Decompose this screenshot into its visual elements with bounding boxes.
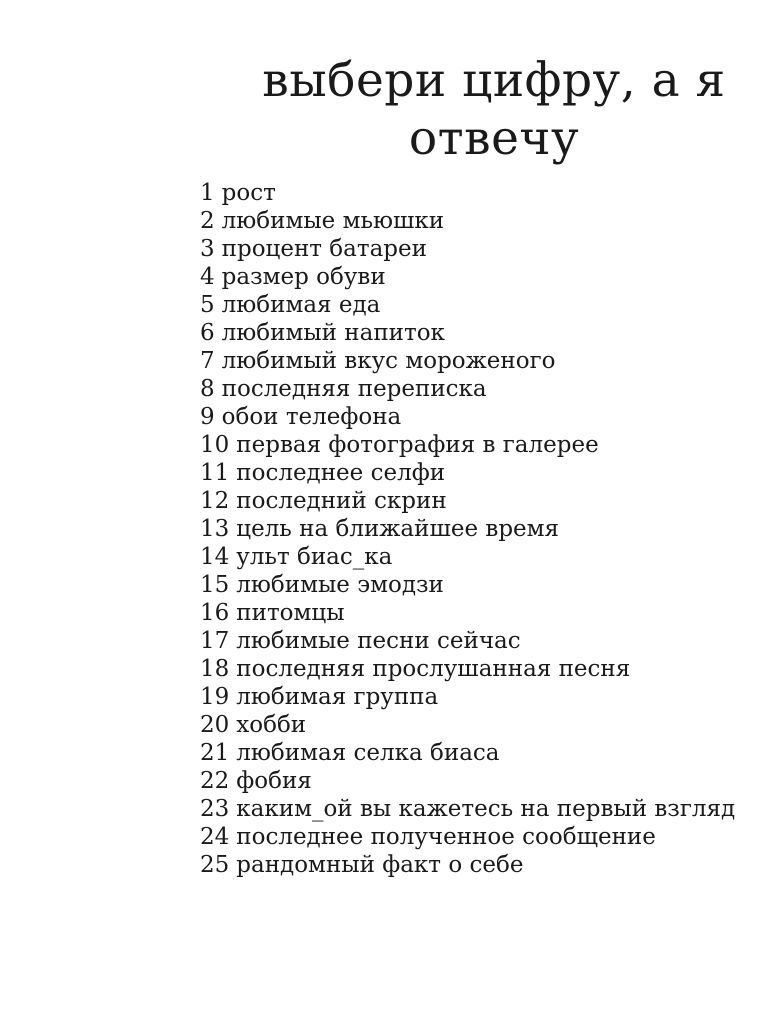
list-item-number: 22 xyxy=(200,768,230,794)
list-item-number: 9 xyxy=(200,404,215,430)
list-item xyxy=(200,319,760,347)
list-item-text: питомцы xyxy=(236,600,345,626)
list-item xyxy=(200,571,760,599)
list-item xyxy=(200,487,760,515)
list-item-number: 1 xyxy=(200,180,215,206)
list-item-number: 5 xyxy=(200,292,215,318)
list-item-text: любимые эмодзи xyxy=(236,572,444,598)
list-item-number: 19 xyxy=(200,684,230,710)
list-item xyxy=(200,851,760,879)
list-item xyxy=(200,375,760,403)
list-item-number: 25 xyxy=(200,852,230,878)
list-item-text: любимая еда xyxy=(221,292,381,318)
list-item xyxy=(200,627,760,655)
list-item-number: 11 xyxy=(200,460,230,486)
list-item-number: 15 xyxy=(200,572,230,598)
list-item xyxy=(200,179,760,207)
list-item-text: последнее полученное сообщение xyxy=(236,824,656,850)
list-item xyxy=(200,403,760,431)
list-item-text: любимые песни сейчас xyxy=(236,628,521,654)
list-item-number: 21 xyxy=(200,740,230,766)
list-item xyxy=(200,823,760,851)
list-item xyxy=(200,795,760,823)
list-item xyxy=(200,347,760,375)
list-item-number: 3 xyxy=(200,236,215,262)
list-item-text: любимый вкус мороженого xyxy=(221,348,556,374)
list-item-number: 6 xyxy=(200,320,215,346)
list-item-number: 23 xyxy=(200,796,230,822)
list-item-number: 20 xyxy=(200,712,230,738)
list-item-number: 24 xyxy=(200,824,230,850)
list-item xyxy=(200,291,760,319)
list-item-text: любимые мьюшки xyxy=(221,208,445,234)
list-item-number: 18 xyxy=(200,656,230,682)
list-item-text: любимая селка биаса xyxy=(236,740,500,766)
page-title: выбери цифру, а я отвечу xyxy=(262,53,726,166)
list-item-number: 12 xyxy=(200,488,230,514)
list-item-text: процент батареи xyxy=(221,236,427,262)
list-item-number: 7 xyxy=(200,348,215,374)
list-item-text: первая фотография в галерее xyxy=(236,432,599,458)
list-item xyxy=(200,711,760,739)
list-item xyxy=(200,459,760,487)
list-item-number: 17 xyxy=(200,628,230,654)
list-item-text: обои телефона xyxy=(221,404,402,430)
list-item xyxy=(200,767,760,795)
list-item-text: любимая группа xyxy=(236,684,439,710)
list-item-text: последнее селфи xyxy=(236,460,446,486)
list-item xyxy=(200,599,760,627)
list-item xyxy=(200,683,760,711)
list-item-text: фобия xyxy=(236,768,312,794)
list-item xyxy=(200,431,760,459)
list-item-text: любимый напиток xyxy=(221,320,445,346)
list-item-text: последняя переписка xyxy=(221,376,487,402)
list-item-text: цель на ближайшее время xyxy=(236,516,560,542)
list-item xyxy=(200,263,760,291)
list-item-number: 8 xyxy=(200,376,215,402)
list-item-text: последняя прослушанная песня xyxy=(236,656,631,682)
list-item-number: 2 xyxy=(200,208,215,234)
list-item-text: последний скрин xyxy=(236,488,447,514)
question-list xyxy=(200,179,760,879)
list-item-text: хобби xyxy=(236,712,307,738)
list-item xyxy=(200,739,760,767)
list-item-number: 13 xyxy=(200,516,230,542)
list-item xyxy=(200,543,760,571)
list-item-number: 16 xyxy=(200,600,230,626)
list-item xyxy=(200,235,760,263)
list-item-text: каким_ой вы кажетесь на первый взгляд xyxy=(236,796,736,822)
list-item-text: рандомный факт о себе xyxy=(236,852,524,878)
list-item-text: ульт биас_ка xyxy=(236,544,393,570)
list-item xyxy=(200,515,760,543)
list-item-number: 14 xyxy=(200,544,230,570)
list-item-text: размер обуви xyxy=(221,264,386,290)
list-item-number: 4 xyxy=(200,264,215,290)
list-item-number: 10 xyxy=(200,432,230,458)
list-item xyxy=(200,655,760,683)
list-item-text: рост xyxy=(221,180,276,206)
list-item xyxy=(200,207,760,235)
